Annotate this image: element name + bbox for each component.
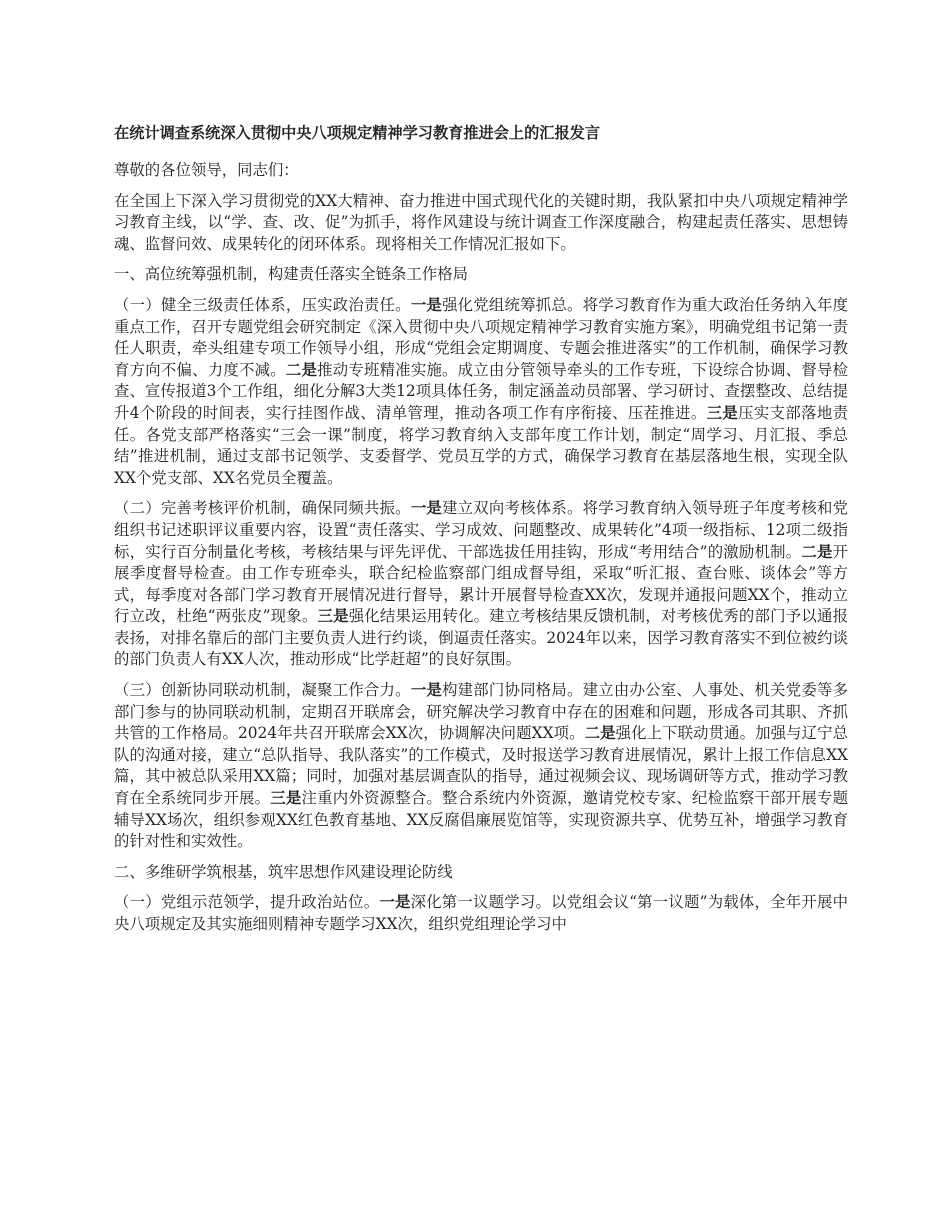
paragraph-lead: （一）健全三级责任体系，压实政治责任。 <box>114 295 411 314</box>
paragraph-text: 强化党组统筹抓总。将学习教育作为重大政治任务纳入年度重点工作，召开专题党组会研究制定《深入贯彻中央八项规定精神学习教育实施方案》，明确党组书记第一责任人职责，牵头组建专项工作领导小组，形成“党组会定期调度、专题会推进落实”的工作机制，确保学习教育方向不偏、力度不减。 <box>114 295 848 379</box>
paragraph-1-1 <box>114 295 848 489</box>
keyword: 三是 <box>706 403 739 422</box>
keyword: 一是 <box>379 893 411 912</box>
paragraph-text: 压实支部落地责任。各党支部严格落实“三会一课”制度，将学习教育纳入支部年度工作计划，制定“周学习、月汇报、季总结”推进机制，通过支部书记领学、支委督学、党员互学的方式，确保学习教育在基层落地生根，实现全队XX个党支部、XX名党员全覆盖。 <box>114 403 848 487</box>
paragraph-text: 推动专班精准实施。成立由分管领导牵头的工作专班，下设综合协调、督导检查、宣传报道3个工作组，细化分解3大类12项具体任务，制定涵盖动员部署、学习研讨、查摆整改、总结提升4个阶段的时间表，实行挂图作战、清单管理，推动各项工作有序衔接、压茬推进。 <box>114 360 848 422</box>
keyword: 一是 <box>410 681 443 700</box>
paragraph-lead: （三）创新协同联动机制，凝聚工作合力。 <box>114 681 411 700</box>
keyword: 一是 <box>410 295 443 314</box>
paragraph-text: 构建部门协同格局。建立由办公室、人事处、机关党委等多部门参与的协同联动机制，定期召开联席会，研究解决学习教育中存在的困难和问题，形成各司其职、齐抓共管的工作格局。2024年共召开联席会XX次，协调解决问题XX项。 <box>114 681 848 743</box>
section-heading: 一、高位统筹强机制，构建责任落实全链条工作格局 <box>114 265 468 284</box>
paragraph-text: 开展季度督导检查。由工作专班牵头，联合纪检监察部门组成督导组，采取“听汇报、查台账、谈体会”等方式，每季度对各部门学习教育开展情况进行督导，累计开展督导检查XX次，发现并通报问题XX个，推动立行立改，杜绝“两张皮”现象。 <box>114 542 848 626</box>
keyword: 二是 <box>801 542 833 561</box>
document-title: 在统计调查系统深入贯彻中央八项规定精神学习教育推进会上的汇报发言 <box>114 124 600 142</box>
keyword: 一是 <box>410 499 443 518</box>
paragraph-2-1 <box>114 892 848 935</box>
keyword: 三是 <box>270 789 302 808</box>
document-page <box>114 122 848 945</box>
paragraph-1-2 <box>114 498 848 671</box>
paragraph-text: 强化结果运用转化。建立考核结果反馈机制，对考核优秀的部门予以通报表扬，对排名靠后的部门主要负责人进行约谈，倒逼责任落实。2024年以来，因学习教育落实不到位被约谈的部门负责人有XX人次，推动形成“比学赶超”的良好氛围。 <box>114 607 848 669</box>
section-heading: 二、多维研学筑根基，筑牢思想作风建设理论防线 <box>114 862 453 881</box>
keyword: 二是 <box>285 360 318 379</box>
intro-paragraph: 在全国上下深入学习贯彻党的XX大精神、奋力推进中国式现代化的关键时期，我队紧扣中央八项规定精神学习教育主线，以“学、查、改、促”为抓手，将作风建设与统计调查工作深度融合，构建起责任落实、思想铸魂、监督问效、成果转化的闭环体系。现将相关工作情况汇报如下。 <box>114 191 848 253</box>
paragraph-lead: （一）党组示范领学，提升政治站位。 <box>114 893 380 912</box>
keyword: 三是 <box>317 607 349 626</box>
paragraph-text: 注重内外资源整合。整合系统内外资源，邀请党校专家、纪检监察干部开展专题辅导XX场次，组织参观XX红色教育基地、XX反腐倡廉展览馆等，实现资源共享、优势互补，增强学习教育的针对性和实效性。 <box>114 789 848 851</box>
keyword: 二是 <box>584 724 616 743</box>
paragraph-text: 深化第一议题学习。以党组会议“第一议题”为载体，全年开展中央八项规定及其实施细则精神专题学习XX次，组织党组理论学习中 <box>114 893 848 933</box>
paragraph-text: 强化上下联动贯通。加强与辽宁总队的沟通对接，建立“总队指导、我队落实”的工作模式，及时报送学习教育进展情况，累计上报工作信息XX篇，其中被总队采用XX篇；同时，加强对基层调查队的指导，通过视频会议、现场调研等方式，推动学习教育在全系统同步开展。 <box>114 724 848 808</box>
paragraph-1-3 <box>114 680 848 853</box>
paragraph-lead: （二）完善考核评价机制，确保同频共振。 <box>114 499 411 518</box>
salutation: 尊敬的各位领导，同志们： <box>114 161 299 179</box>
paragraph-text: 建立双向考核体系。将学习教育纳入领导班子年度考核和党组织书记述职评议重要内容，设置“责任落实、学习成效、问题整改、成果转化”4项一级指标、12项二级指标，实行百分制量化考核，考核结果与评先评优、干部选拔任用挂钩，形成“考用结合”的激励机制。 <box>114 499 848 561</box>
